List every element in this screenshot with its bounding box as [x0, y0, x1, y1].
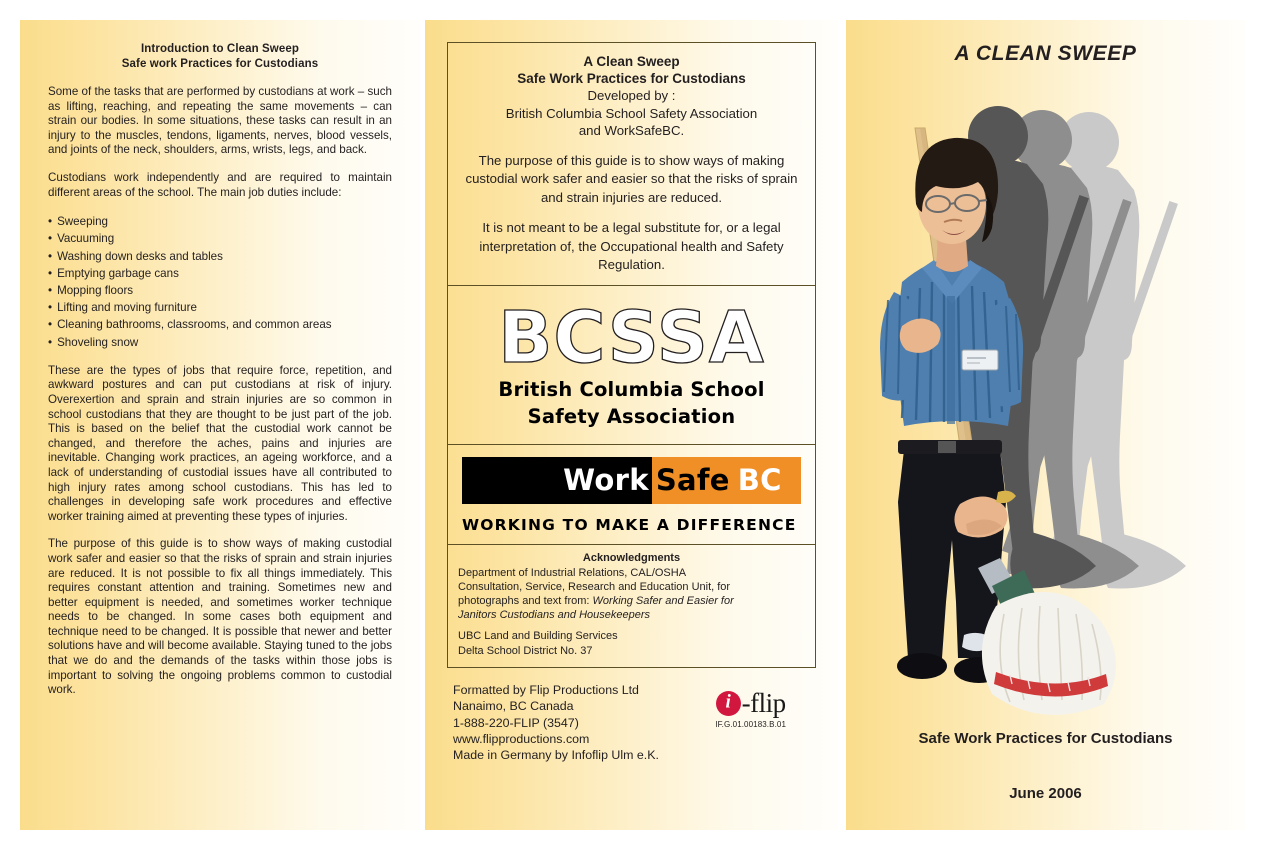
spacer	[458, 622, 805, 629]
title-box	[448, 43, 815, 286]
acknowledgments-line5: UBC Land and Building Services	[458, 630, 618, 643]
bcssa-name-line1: British Columbia School	[498, 377, 765, 401]
iflip-document-code: IF.G.01.00183.B.01	[715, 719, 786, 729]
flip-line2: Nanaimo, BC Canada	[453, 699, 574, 714]
bcssa-name-line2: Safety Association	[527, 404, 736, 428]
disclaimer-text: It is not meant to be a legal substitute for, or a legal interpretation of, the Occupational health and Safety Regulation.	[479, 220, 784, 272]
worksafebc-word-safe: Safe	[655, 463, 730, 497]
iflip-logo-mark	[715, 688, 786, 719]
list-item: • Sweeping	[48, 213, 392, 230]
panel-middle	[425, 20, 838, 830]
ack-line3-prefix: photographs and text from:	[458, 594, 593, 607]
cover-subtitle: Safe Work Practices for Custodians	[918, 730, 1173, 747]
list-item: • Emptying garbage cans	[48, 265, 392, 282]
cover-title: A CLEAN SWEEP	[954, 42, 1137, 65]
list-item: • Mopping floors	[48, 282, 392, 299]
flip-line5: Made in Germany by Infoflip Ulm e.K.	[453, 748, 659, 763]
panel-left	[20, 20, 420, 830]
list-item: • Vacuuming	[48, 230, 392, 247]
worksafebc-tagline: WORKING TO MAKE A DIFFERENCE	[462, 515, 797, 534]
left-paragraph-3: These are the types of jobs that require force, repetition, and awkward postures and can put custodians at risk of injury. Overexertion and sprain and strain injuries are so common in school custodians that they are thought to be just part of the job. This is based on the belief that the custodial work cannot be changed, and therefore the aches, pains and injuries are inevitable. Changing work practices, an ageing workforce, and a lack of understanding of custodial issues have all contributed to high injury rates among school custodians. This has led to challenges in developing safe work procedures and effective worker training aimed at preventing these types of injuries.	[48, 363, 392, 523]
worksafebc-black-block	[462, 457, 652, 504]
worksafebc-logo-box	[448, 445, 815, 545]
flip-productions-address	[453, 682, 659, 764]
middle-footer	[447, 668, 816, 764]
worksafebc-word-bc: BC	[737, 463, 782, 497]
iflip-logo	[715, 682, 810, 729]
middle-title-line1: A Clean Sweep	[583, 54, 680, 69]
left-paragraph-4: The purpose of this guide is to show ways of making custodial work safer and easier so that the risks of sprain and strain injuries are reduced. It is not possible to fix all things immediately. This requires constant attention and training. Sometimes new and better equipment is needed, and sometimes worker technique needs to be changed. In some cases both equipment and technique need to be changed. It is possible that newer and better solutions have and will become available. Staying tuned to the jobs that we do and the demands of the tasks within those jobs is important to solving the ongoing problems common to custodial work.	[48, 537, 392, 697]
acknowledgments-title: Acknowledgments	[582, 551, 681, 564]
left-paragraph-1: Some of the tasks that are performed by custodians at work – such as lifting, reaching, and repeating the same movements – can strain our bodies. In some situations, these tasks can result in an injury to the muscles, tendons, ligaments, nerves, blood vessels, and joints of the neck, shoulders, arms, wrists, legs, and back.	[48, 85, 392, 157]
purpose-text: The purpose of this guide is to show ways of making custodial work safer and easier so that the risks of sprain and strain injuries are reduced.	[465, 152, 798, 205]
acknowledgments-box	[448, 545, 815, 667]
ack-line3-italic: Working Safer and Easier for	[592, 594, 734, 607]
developed-by-label: Developed by :	[587, 88, 676, 103]
bcssa-logo-box	[448, 286, 815, 445]
middle-box-stack	[447, 42, 816, 668]
cover-date: June 2006	[1009, 785, 1082, 802]
cover-photo	[846, 100, 1245, 720]
duties-list	[48, 213, 392, 351]
acknowledgments-line2: Consultation, Service, Research and Education Unit, for	[458, 580, 731, 593]
left-heading-line1: Introduction to Clean Sweep	[141, 43, 299, 55]
worksafebc-word-work: Work	[563, 463, 649, 497]
bcssa-acronym: BCSSA	[498, 295, 765, 379]
worksafebc-logo	[462, 457, 801, 504]
list-item: • Cleaning bathrooms, classrooms, and common areas	[48, 316, 392, 333]
iflip-circle-i-icon	[716, 691, 741, 716]
acknowledgments-line3	[458, 594, 805, 608]
cover-photo-illustration	[846, 100, 1245, 720]
flip-line1: Formatted by Flip Productions Ltd	[453, 682, 639, 697]
list-item: • Washing down desks and tables	[48, 248, 392, 265]
list-item: • Lifting and moving furniture	[48, 299, 392, 316]
left-heading-line2: Safe work Practices for Custodians	[121, 58, 319, 70]
acknowledgments-line1: Department of Industrial Relations, CAL/OSHA	[458, 566, 687, 579]
panel-right	[846, 20, 1245, 830]
left-paragraph-2: Custodians work independently and are required to maintain different areas of the school. The main job duties include:	[48, 170, 392, 199]
flip-line4[interactable]: www.flipproductions.com	[453, 731, 590, 746]
middle-title-line2: Safe Work Practices for Custodians	[517, 71, 746, 86]
developer-line1: British Columbia School Safety Association	[505, 105, 758, 121]
worksafebc-orange-block	[652, 457, 801, 504]
ack-line4-italic: Janitors Custodians and Housekeepers	[458, 609, 651, 622]
acknowledgments-line6: Delta School District No. 37	[458, 644, 593, 657]
flip-line3: 1-888-220-FLIP (3547)	[453, 715, 579, 730]
iflip-wordmark: -flip	[741, 687, 786, 718]
list-item: • Shoveling snow	[48, 334, 392, 351]
developer-line2: and WorkSafeBC.	[578, 123, 685, 138]
acknowledgments-line4	[458, 608, 805, 622]
